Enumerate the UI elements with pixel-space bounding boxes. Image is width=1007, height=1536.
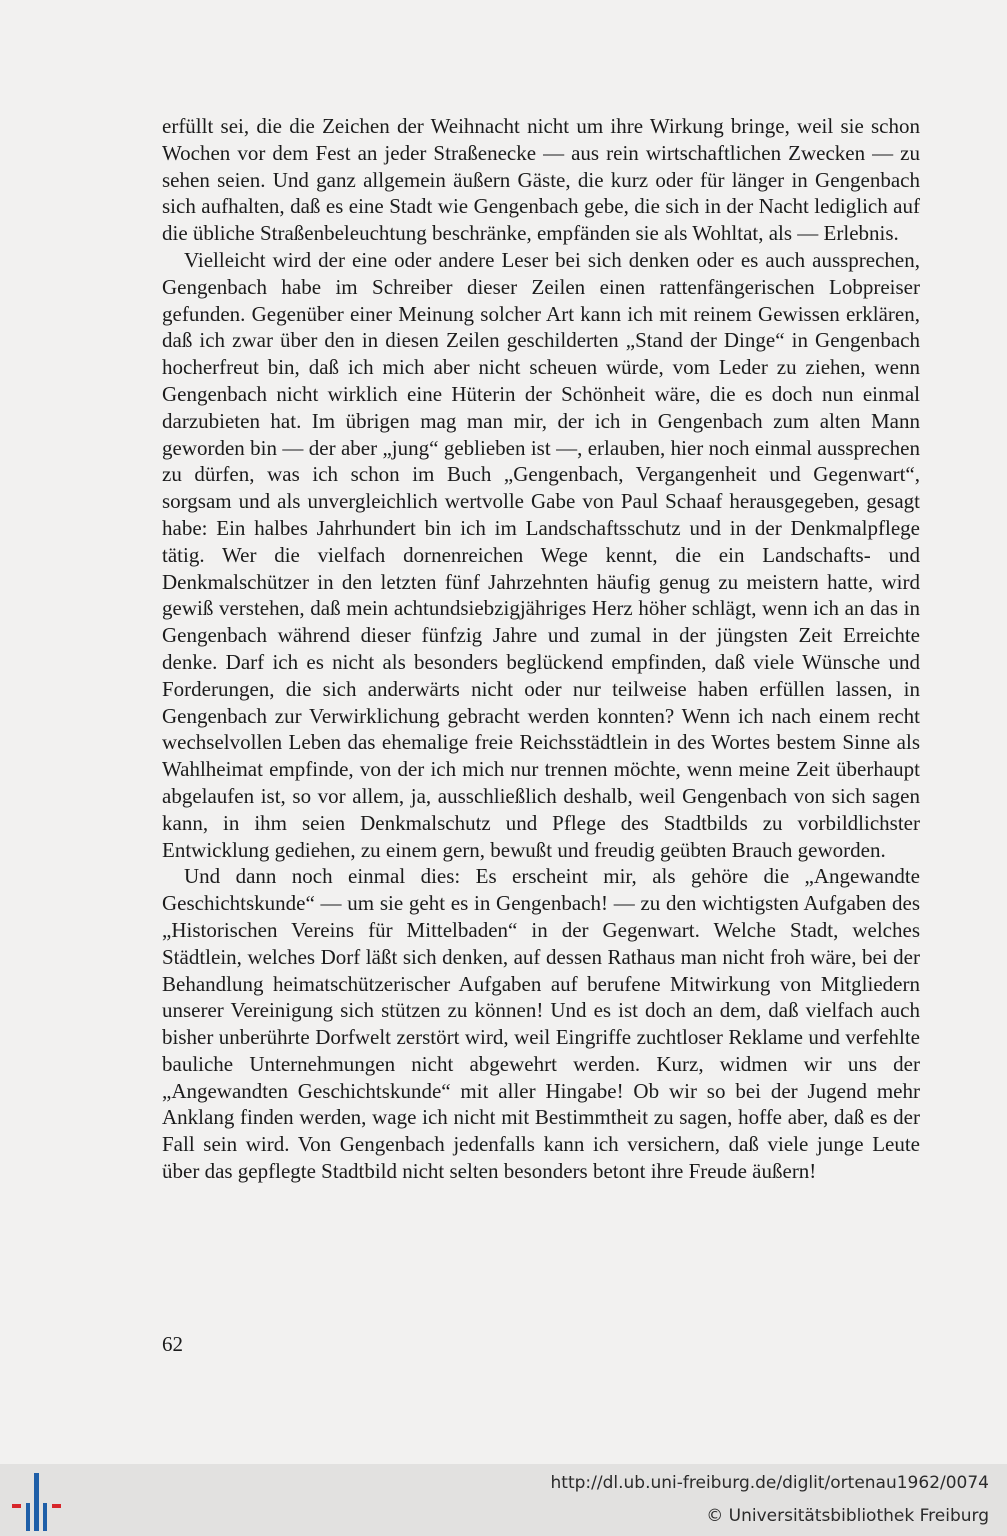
paragraph: erfüllt sei, die die Zeichen der Weihnacht nicht um ihre Wirkung bringe, weil sie schon Wochen vor dem Fest an jeder Straßenecke — aus rein wirtschaftlichen Zwecken — zu sehen seien. Und ganz allgemein äußern Gäste, die kurz oder für länger in Gengenbach sich aufhalten, daß es eine Stadt wie Gengenbach gebe, die sich in der Nacht lediglich auf die übliche Straßenbeleuchtung beschränke, empfänden sie als Wohltat, als — Erlebnis. xyxy=(162,114,920,246)
paragraph: Und dann noch einmal dies: Es erscheint mir, als gehöre die „Angewandte Geschichtskunde“ — um sie geht es in Gengenbach! — zu den wichtigsten Aufgaben des „Historischen Vereins für Mittelbaden“ in der Gegenwart. Welche Stadt, welches Städtlein, welches Dorf läßt sich denken, auf dessen Rathaus man nicht froh wäre, bei der Behandlung heimatschützerischer Aufgaben auf berufene Mitwirkung von Mitgliedern unserer Vereinigung sich stützen zu können! Und es ist doch an dem, daß vielfach auch bisher unberührte Dorfwelt zerstört wird, weil Eingriffe zuchtloser Reklame und verfehlte bauliche Unternehmungen nicht abgewehrt werden. Kurz, widmen wir uns der „Angewandten Geschichtskunde“ mit aller Hingabe! Ob wir so bei der Jugend mehr Anklang finden werden, wage ich nicht mit Bestimmtheit zu sagen, hoffe aber, daß es der Fall sein wird. Von Gengenbach jedenfalls kann ich versichern, daß viele junge Leute über das gepflegte Stadtbild nicht selten besonders betont ihre Freude äußern! xyxy=(162,864,920,1184)
copyright-notice: © Universitätsbibliothek Freiburg xyxy=(706,1506,989,1526)
paragraph: Vielleicht wird der eine oder andere Leser bei sich denken oder es auch aussprechen, Gengenbach habe im Schreiber dieser Zeilen einen rattenfängerischen Lobpreiser gefunden. Gegenüber einer Meinung solcher Art kann ich mit reinem Gewissen erklären, daß ich zwar über den in diesen Zeilen geschilderten „Stand der Dinge“ in Gengenbach hocherfreut bin, daß ich mich aber nicht scheuen würde, vom Leder zu ziehen, wenn Gengenbach nicht wirklich eine Hüterin der Schönheit wäre, die es doch nun einmal darzubieten hat. Im übrigen mag man mir, der ich in Gengenbach zum alten Mann geworden bin — der aber „jung“ geblieben ist —, erlauben, hier noch einmal aussprechen zu dürfen, was ich schon im Buch „Gengenbach, Vergangenheit und Gegenwart“, sorgsam und als unvergleichlich wertvolle Gabe von Paul Schaaf herausgegeben, gesagt habe: Ein halbes Jahrhundert bin ich im Landschaftsschutz und in der Denkmalpflege tätig. Wer die vielfach dornenreichen Wege kennt, die ein Landschafts- und Denkmalschützer in den letzten fünf Jahrzehnten häufig genug zu meistern hatte, wird gewiß verstehen, daß mein achtundsiebzigjähriges Herz höher schlägt, wenn ich an das in Gengenbach während dieser fünfzig Jahre und zumal in der jüngsten Zeit Erreichte denke. Darf ich es nicht als besonders beglückend empfinden, daß viele Wünsche und Forderungen, die sich anderwärts nicht oder nur teilweise haben erfüllen lassen, in Gengenbach zur Verwirklichung gebracht werden konnten? Wenn ich nach einem recht wechselvollen Leben das ehemalige freie Reichsstädtlein in des Wortes bestem Sinne als Wahlheimat empfinde, von der ich mich nur trennen möchte, wenn meine Zeit überhaupt abgelaufen ist, so vor allem, ja, ausschließlich deshalb, weil Gengenbach von sich sagen kann, in ihm seien Denkmalschutz und Pflege des Stadtbilds zu vorbildlichster Entwicklung gediehen, zu einem gern, bewußt und freudig geübten Brauch geworden. xyxy=(162,247,920,862)
page-number: 62 xyxy=(162,1332,183,1356)
document-url-link[interactable]: http://dl.ub.uni-freiburg.de/diglit/ortenau1962/0074 xyxy=(550,1473,989,1493)
ub-freiburg-logo-icon[interactable] xyxy=(12,1473,66,1531)
document-body xyxy=(162,113,920,1185)
